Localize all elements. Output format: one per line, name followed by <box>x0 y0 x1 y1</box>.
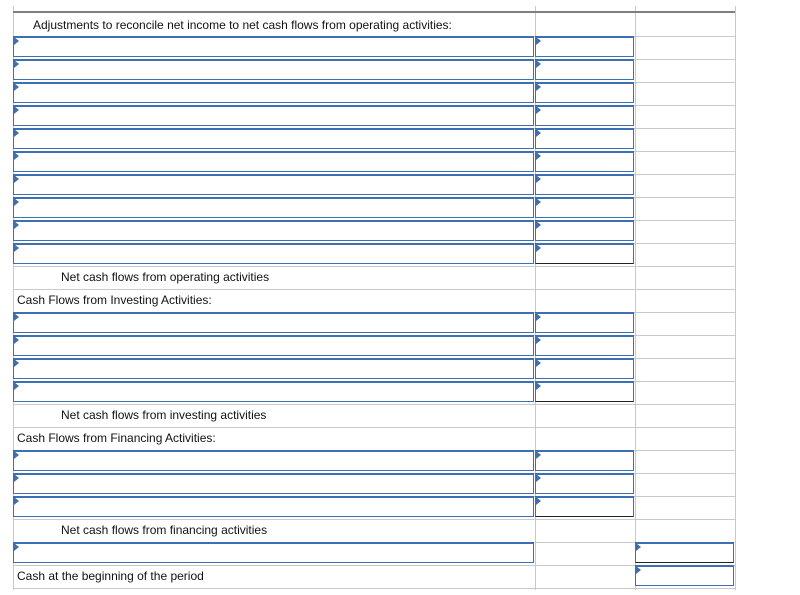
triangle-marker-icon <box>14 175 19 183</box>
entry-row <box>13 197 735 221</box>
operating-amount-input[interactable] <box>535 197 634 218</box>
financing-amount-input[interactable] <box>535 496 634 517</box>
triangle-marker-icon <box>14 198 19 206</box>
triangle-marker-icon <box>14 129 19 137</box>
financing-total-label-row <box>13 519 735 543</box>
entry-row <box>13 59 735 83</box>
entry-row <box>13 450 735 474</box>
financing-total-label: Net cash flows from financing activities <box>61 523 268 537</box>
financing-amount-input[interactable] <box>535 473 634 494</box>
triangle-marker-icon <box>14 152 19 160</box>
triangle-marker-icon <box>536 382 541 390</box>
investing-description-input[interactable] <box>13 335 534 356</box>
financing-description-input[interactable] <box>13 473 534 494</box>
operating-description-input[interactable] <box>13 105 534 126</box>
triangle-marker-icon <box>536 474 541 482</box>
operating-amount-input[interactable] <box>535 128 634 149</box>
operating-description-input[interactable] <box>13 197 534 218</box>
investing-heading: Cash Flows from Investing Activities: <box>17 293 212 307</box>
triangle-marker-icon <box>536 313 541 321</box>
triangle-marker-icon <box>14 497 19 505</box>
triangle-marker-icon <box>14 359 19 367</box>
operating-total-label-row <box>13 266 735 290</box>
triangle-marker-icon <box>536 497 541 505</box>
investing-amount-input[interactable] <box>535 358 634 379</box>
triangle-marker-icon <box>536 336 541 344</box>
triangle-marker-icon <box>14 313 19 321</box>
net-change-description-input[interactable] <box>13 542 534 563</box>
triangle-marker-icon <box>536 359 541 367</box>
cash-beginning-amount-input[interactable] <box>635 565 734 586</box>
triangle-marker-icon <box>536 221 541 229</box>
grid-line-right <box>735 6 736 590</box>
triangle-marker-icon <box>14 83 19 91</box>
financing-description-input[interactable] <box>13 450 534 471</box>
triangle-marker-icon <box>14 382 19 390</box>
financing-heading-row <box>13 427 735 451</box>
triangle-marker-icon <box>14 451 19 459</box>
triangle-marker-icon <box>14 106 19 114</box>
investing-description-input[interactable] <box>13 358 534 379</box>
entry-row <box>13 312 735 336</box>
investing-description-input[interactable] <box>13 381 534 402</box>
investing-amount-input[interactable] <box>535 312 634 333</box>
investing-description-input[interactable] <box>13 312 534 333</box>
entry-row <box>13 381 735 405</box>
investing-heading-row <box>13 289 735 313</box>
operating-amount-input[interactable] <box>535 174 634 195</box>
operating-description-input[interactable] <box>13 59 534 80</box>
operating-amount-input[interactable] <box>535 151 634 172</box>
entry-row <box>13 473 735 497</box>
operating-amount-input[interactable] <box>535 220 634 241</box>
cash-beginning-row <box>13 565 735 589</box>
triangle-marker-icon <box>14 336 19 344</box>
investing-amount-input[interactable] <box>535 335 634 356</box>
triangle-marker-icon <box>636 543 641 551</box>
operating-amount-input[interactable] <box>535 59 634 80</box>
operating-description-input[interactable] <box>13 220 534 241</box>
triangle-marker-icon <box>14 474 19 482</box>
header-row <box>13 11 735 37</box>
financing-description-input[interactable] <box>13 496 534 517</box>
entry-row <box>13 335 735 359</box>
operating-description-input[interactable] <box>13 128 534 149</box>
operating-amount-input[interactable] <box>535 36 634 57</box>
triangle-marker-icon <box>536 60 541 68</box>
investing-total-label: Net cash flows from investing activities <box>61 408 267 422</box>
triangle-marker-icon <box>536 83 541 91</box>
investing-amount-input[interactable] <box>535 381 634 402</box>
cash-beginning-label: Cash at the beginning of the period <box>17 569 204 583</box>
adjustments-label: Adjustments to reconcile net income to net cash flows from operating activities: <box>33 18 452 32</box>
entry-row <box>13 243 735 267</box>
triangle-marker-icon <box>536 152 541 160</box>
operating-amount-input[interactable] <box>535 82 634 103</box>
operating-description-input[interactable] <box>13 151 534 172</box>
entry-row <box>13 128 735 152</box>
triangle-marker-icon <box>536 451 541 459</box>
entry-row <box>13 220 735 244</box>
entry-row <box>13 174 735 198</box>
net-change-amount-input[interactable] <box>635 542 734 563</box>
entry-row <box>13 151 735 175</box>
operating-description-input[interactable] <box>13 174 534 195</box>
triangle-marker-icon <box>536 106 541 114</box>
operating-total-label: Net cash flows from operating activities <box>61 270 270 284</box>
entry-row <box>13 36 735 60</box>
operating-description-input[interactable] <box>13 243 534 264</box>
entry-row <box>13 358 735 382</box>
triangle-marker-icon <box>14 244 19 252</box>
triangle-marker-icon <box>536 175 541 183</box>
triangle-marker-icon <box>14 60 19 68</box>
operating-description-input[interactable] <box>13 82 534 103</box>
entry-row <box>13 496 735 520</box>
triangle-marker-icon <box>536 244 541 252</box>
operating-amount-input[interactable] <box>535 105 634 126</box>
investing-total-label-row <box>13 404 735 428</box>
triangle-marker-icon <box>536 37 541 45</box>
triangle-marker-icon <box>14 543 19 551</box>
triangle-marker-icon <box>536 129 541 137</box>
operating-amount-input[interactable] <box>535 243 634 264</box>
triangle-marker-icon <box>636 566 641 574</box>
entry-row <box>13 105 735 129</box>
financing-amount-input[interactable] <box>535 450 634 471</box>
triangle-marker-icon <box>14 221 19 229</box>
financing-heading: Cash Flows from Financing Activities: <box>17 431 216 445</box>
entry-row <box>13 542 735 566</box>
triangle-marker-icon <box>536 198 541 206</box>
triangle-marker-icon <box>14 37 19 45</box>
entry-row <box>13 82 735 106</box>
operating-description-input[interactable] <box>13 36 534 57</box>
